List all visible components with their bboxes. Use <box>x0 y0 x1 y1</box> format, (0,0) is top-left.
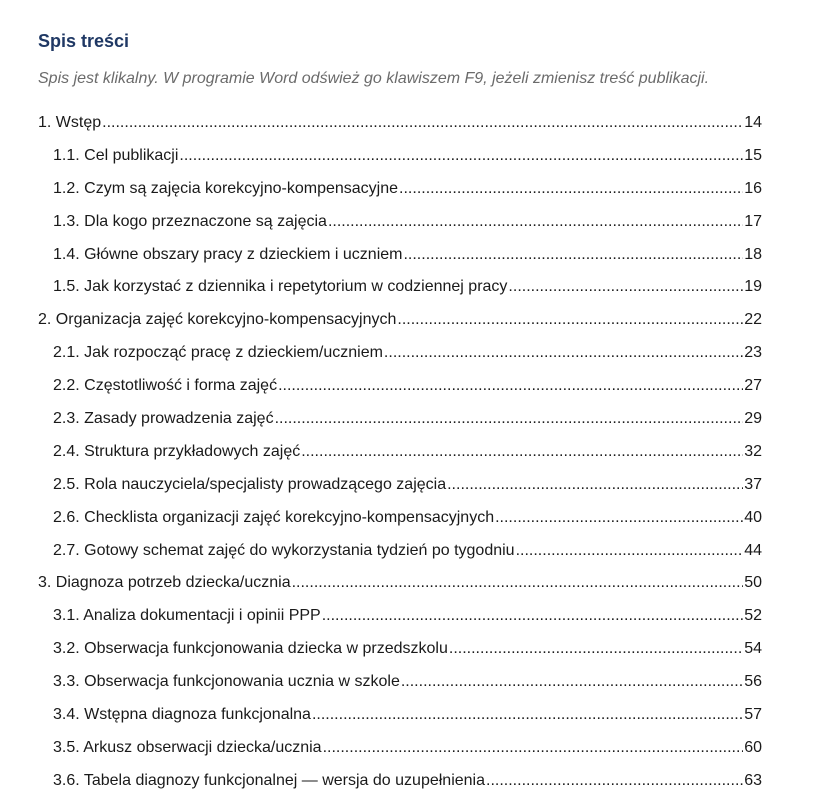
toc-entry-page-number[interactable]: 44 <box>744 541 762 559</box>
toc-title: Spis treści <box>38 31 130 51</box>
toc-entry[interactable] <box>38 403 762 436</box>
toc-entry[interactable] <box>38 469 762 502</box>
toc-dot-leader <box>179 140 743 173</box>
toc-dot-leader <box>278 370 743 403</box>
toc-entry[interactable] <box>38 732 762 765</box>
toc-entry[interactable] <box>38 765 762 798</box>
toc-dot-leader <box>328 206 743 239</box>
toc-entry-page-number[interactable]: 17 <box>744 212 762 230</box>
toc-entry-text[interactable]: 2.2. Częstotliwość i forma zajęć <box>53 377 278 395</box>
toc-dot-leader <box>449 633 743 666</box>
toc-dot-leader <box>323 732 744 765</box>
toc-entry-text[interactable]: 2.1. Jak rozpocząć pracę z dzieckiem/uczniem <box>53 344 383 362</box>
toc-entry[interactable] <box>38 699 762 732</box>
toc-entry-page-number[interactable]: 18 <box>744 245 762 263</box>
toc-dot-leader <box>447 469 743 502</box>
toc-entry-page-number[interactable]: 52 <box>744 607 762 625</box>
toc-entry-page-number[interactable]: 27 <box>744 377 762 395</box>
toc-entry[interactable] <box>38 107 762 140</box>
toc-entry-text[interactable]: 2. Organizacja zajęć korekcyjno-kompensacyjnych <box>38 311 397 329</box>
toc-entry-page-number[interactable]: 63 <box>744 771 762 789</box>
toc-entry-text[interactable]: 3.3. Obserwacja funkcjonowania ucznia w szkole <box>53 673 400 691</box>
toc-entry[interactable] <box>38 436 762 469</box>
toc-dot-leader <box>292 567 744 600</box>
toc-entry-page-number[interactable]: 23 <box>744 344 762 362</box>
toc-entry-text[interactable]: 1.4. Główne obszary pracy z dzieckiem i uczniem <box>53 245 403 263</box>
toc-entry-page-number[interactable]: 19 <box>744 278 762 296</box>
toc-entry-page-number[interactable]: 16 <box>744 179 762 197</box>
toc-note: Spis jest klikalny. W programie Word odśwież go klawiszem F9, jeżeli zmienisz treść publikacji. <box>38 70 710 87</box>
toc-dot-leader <box>322 600 743 633</box>
toc-dot-leader <box>495 502 743 535</box>
toc-entry-page-number[interactable]: 60 <box>744 738 762 756</box>
toc-entry[interactable] <box>38 535 762 568</box>
toc-entry-page-number[interactable]: 50 <box>744 574 762 592</box>
toc-dot-leader <box>312 699 743 732</box>
toc-dot-leader <box>508 271 743 304</box>
toc-entry-text[interactable]: 3.6. Tabela diagnozy funkcjonalnej — wersja do uzupełnienia <box>53 771 485 789</box>
toc-entry-text[interactable]: 2.5. Rola nauczyciela/specjalisty prowadzącego zajęcia <box>53 475 447 493</box>
toc-entry[interactable] <box>38 239 762 272</box>
toc-entry[interactable] <box>38 633 762 666</box>
toc-entry[interactable] <box>38 337 762 370</box>
toc-dot-leader <box>399 173 743 206</box>
toc-entry-text[interactable]: 2.6. Checklista organizacji zajęć korekcyjno-kompensacyjnych <box>53 508 495 526</box>
toc-entry[interactable] <box>38 567 762 600</box>
toc-entry[interactable] <box>38 502 762 535</box>
toc-entry[interactable] <box>38 173 762 206</box>
toc-entry-text[interactable]: 3.2. Obserwacja funkcjonowania dziecka w przedszkolu <box>53 640 448 658</box>
toc-dot-leader <box>384 337 743 370</box>
toc-entry-text[interactable]: 1.1. Cel publikacji <box>53 146 179 164</box>
toc-entry-page-number[interactable]: 15 <box>744 146 762 164</box>
toc-entry[interactable] <box>38 370 762 403</box>
toc-entry-page-number[interactable]: 57 <box>744 706 762 724</box>
toc-entry-page-number[interactable]: 22 <box>744 311 762 329</box>
toc-entry-text[interactable]: 1.2. Czym są zajęcia korekcyjno-kompensacyjne <box>53 179 399 197</box>
toc-entry-page-number[interactable]: 37 <box>744 475 762 493</box>
toc-entry[interactable] <box>38 666 762 699</box>
toc-dot-leader <box>275 403 744 436</box>
toc-entry-text[interactable]: 3. Diagnoza potrzeb dziecka/ucznia <box>38 574 291 592</box>
toc-entry-page-number[interactable]: 14 <box>744 114 762 131</box>
toc-entry-text[interactable]: 1.3. Dla kogo przeznaczone są zajęcia <box>53 212 327 230</box>
toc-entry-text[interactable]: 1. Wstęp <box>38 114 102 131</box>
toc-list <box>38 107 762 798</box>
toc-entry-page-number[interactable]: 29 <box>744 410 762 428</box>
toc-entry-text[interactable]: 2.4. Struktura przykładowych zajęć <box>53 442 301 460</box>
toc-entry-page-number[interactable]: 56 <box>744 673 762 691</box>
toc-entry-text[interactable]: 1.5. Jak korzystać z dziennika i repetytorium w codziennej pracy <box>53 278 508 296</box>
toc-entry[interactable] <box>38 271 762 304</box>
toc-entry[interactable] <box>38 304 762 337</box>
toc-entry-text[interactable]: 3.5. Arkusz obserwacji dziecka/ucznia <box>53 738 322 756</box>
toc-dot-leader <box>403 239 743 272</box>
toc-dot-leader <box>516 535 744 568</box>
toc-dot-leader <box>102 107 743 140</box>
toc-dot-leader <box>301 436 743 469</box>
toc-entry-text[interactable]: 2.7. Gotowy schemat zajęć do wykorzystania tydzień po tygodniu <box>53 541 515 559</box>
toc-entry-page-number[interactable]: 54 <box>744 640 762 658</box>
toc-entry-text[interactable]: 3.1. Analiza dokumentacji i opinii PPP <box>53 607 321 625</box>
toc-entry[interactable] <box>38 206 762 239</box>
toc-entry-text[interactable]: 2.3. Zasady prowadzenia zajęć <box>53 410 274 428</box>
toc-dot-leader <box>397 304 743 337</box>
toc-dot-leader <box>401 666 743 699</box>
toc-entry[interactable] <box>38 600 762 633</box>
toc-dot-leader <box>486 765 743 798</box>
toc-entry-page-number[interactable]: 40 <box>744 508 762 526</box>
toc-entry-page-number[interactable]: 32 <box>744 442 762 460</box>
toc-entry[interactable] <box>38 140 762 173</box>
toc-entry-text[interactable]: 3.4. Wstępna diagnoza funkcjonalna <box>53 706 311 724</box>
